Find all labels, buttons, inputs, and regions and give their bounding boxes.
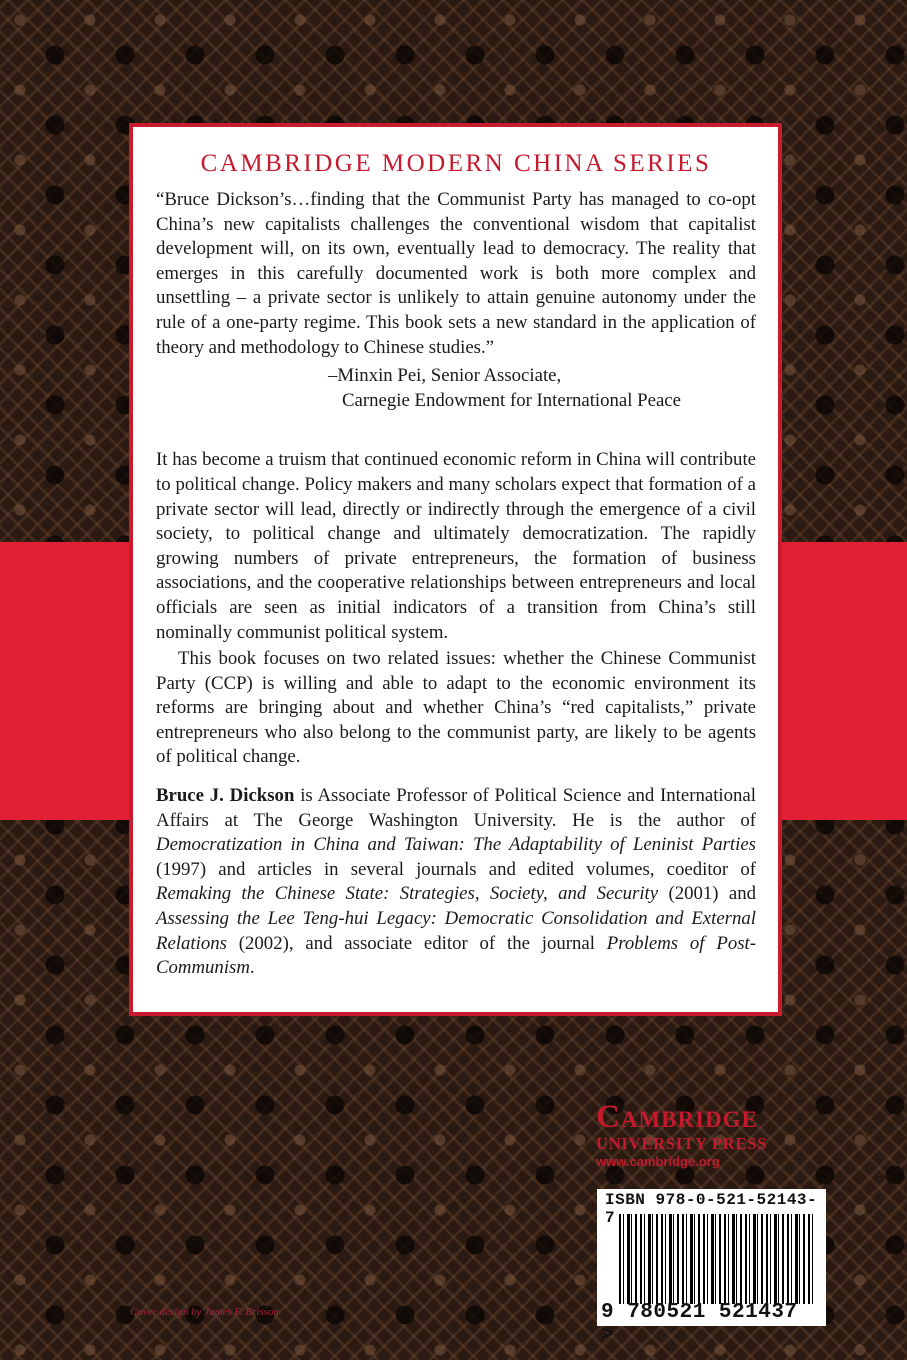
- description-paragraph-1: It has become a truism that continued economic reform in China will contribute to political change. Policy makers and many scholars expect that formation of a private sector will lead, directly or indirectly through the emergence of a civil society, to political change and ultimately democratization. The rapidly growing numbers of private entrepreneurs, the formation of business associations, and the cooperative relationships between entrepreneurs and local officials are seen as initial indicators of a transition from China’s still nominally communist political system.: [156, 449, 756, 643]
- bio-text-2: (1997) and articles in several journals and edited volumes, coeditor of: [156, 858, 756, 880]
- series-title: CAMBRIDGE MODERN CHINA SERIES: [200, 150, 712, 177]
- text-panel: [129, 123, 782, 1016]
- bio-text-5: .: [249, 957, 255, 979]
- bio-text-3: (2001) and: [658, 883, 756, 905]
- book-description: [156, 448, 756, 770]
- isbn-label: ISBN 978-0-521-52143-7: [605, 1191, 818, 1227]
- attribution-line-1: –Minxin Pei, Senior Associate,: [328, 365, 562, 387]
- bio-text-1: is Associate Professor of Political Science and International Affairs at The George Washington University. He is the author of: [156, 785, 756, 831]
- publisher-name: Cambridge: [596, 1099, 758, 1135]
- cover-design-credit: Cover design by James F. Brisson: [130, 1306, 279, 1318]
- barcode-bars: [619, 1214, 815, 1304]
- bio-text-4: (2002), and associate editor of the journal: [226, 932, 607, 954]
- author-bio: [156, 784, 756, 981]
- barcode-digits: 9 780521 521437 >: [601, 1301, 798, 1347]
- publisher-subtitle: UNIVERSITY PRESS: [596, 1134, 768, 1153]
- publisher-logo: [596, 1100, 826, 1170]
- publisher-url: www.cambridge.org: [596, 1154, 720, 1169]
- bio-book-3: Assessing the Lee Teng-hui Legacy: Democratic Consolidation and External Relations: [156, 908, 756, 954]
- bio-book-1: Democratization in China and Taiwan: The Adaptability of Leninist Parties: [156, 834, 756, 856]
- bio-book-2: Remaking the Chinese State: Strategies, Society, and Security: [156, 883, 659, 905]
- bio-journal: Problems of Post-Communism: [156, 932, 756, 979]
- barcode: [597, 1189, 826, 1347]
- description-paragraph-2: This book focuses on two related issues: whether the Chinese Communist Party (CCP) is willing and able to adapt to the economic environment its reforms are bringing about and whether China’s “red capitalists,” private entrepreneurs who also belong to the communist party, are likely to be agents of political change.: [156, 648, 756, 768]
- attribution-line-2: Carnegie Endowment for International Peace: [342, 389, 681, 411]
- endorsement-quote: “Bruce Dickson’s…finding that the Communist Party has managed to co-opt China’s new capitalists challenges the conventional wisdom that capitalist development will, on its own, eventually lead to democracy. The reality that emerges in this carefully documented work is both more complex and unsettling – a private sector is unlikely to attain genuine autonomy under the rule of a one-party regime. This book sets a new standard in the application of theory and methodology to Chinese studies.”: [156, 189, 756, 358]
- quote-attribution: [328, 364, 756, 413]
- author-name: Bruce J. Dickson: [156, 785, 295, 807]
